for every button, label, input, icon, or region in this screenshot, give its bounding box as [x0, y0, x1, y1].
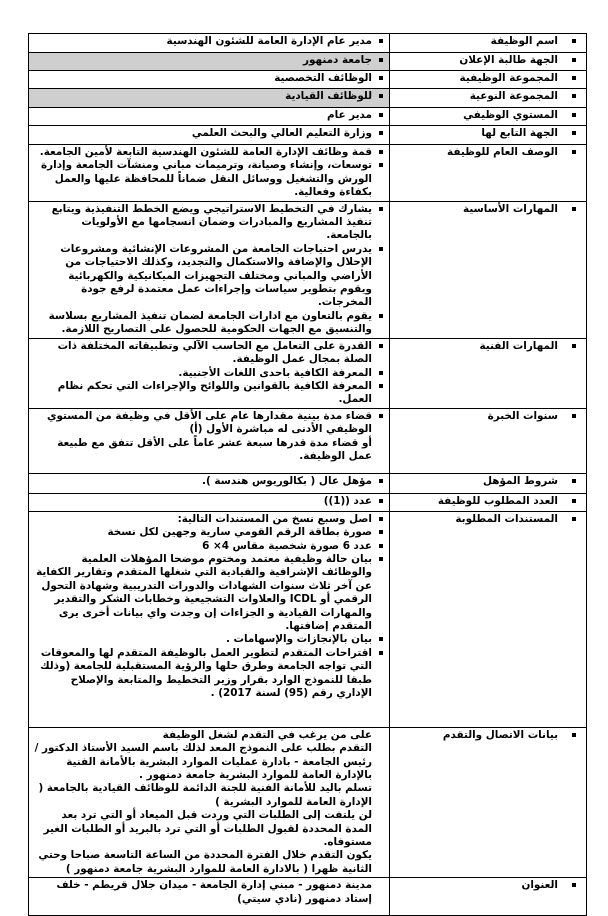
- square-bullet-icon: [572, 344, 576, 348]
- field-label-cell: [390, 473, 587, 493]
- square-bullet-icon: [572, 113, 576, 117]
- square-bullet-icon: [572, 207, 576, 211]
- value-item: قضاء مدة بينية مقدارها عام على الأقل في وظيفة من المستوي الوظيفي الأدنى له مباشرة الأول (أ): [33, 410, 385, 437]
- table-row: [29, 511, 587, 727]
- field-label: [394, 475, 582, 488]
- table-row: [29, 89, 587, 108]
- field-label-text: اسم الوظيفة: [490, 35, 558, 47]
- table-row: [29, 126, 587, 145]
- square-bullet-icon: [572, 414, 576, 418]
- value-list: [33, 127, 385, 140]
- field-label-cell: [390, 53, 587, 71]
- field-label-text: بيانات الاتصال والتقدم: [442, 728, 558, 741]
- value-item: قمة وظائف الإدارة العامة للشئون الهندسية التابعة لأمين الجامعة.: [33, 146, 385, 159]
- field-label-cell: [390, 145, 587, 202]
- square-bullet-icon: [572, 733, 576, 737]
- field-label: [394, 90, 582, 103]
- value-item: بيان بالإنجازات والإسهامات .: [33, 633, 385, 646]
- field-label-text: الوصف العام للوظيفة: [447, 146, 558, 158]
- field-label-text: المستوي الوظيفي: [463, 109, 558, 121]
- field-value-cell: [29, 145, 390, 202]
- field-label-cell: [390, 878, 587, 916]
- value-item: مدينة دمنهور - مبني إدارة الجامعة - ميدان جلال قريطم - خلف إستاد دمنهور (نادي سيتي): [56, 879, 372, 905]
- field-value-cell: [29, 108, 390, 126]
- field-value-cell: [29, 338, 390, 408]
- value-item: اقتراحات المتقدم لتطوير العمل بالوظيفة المتقدم لها والمعوقات التي تواجه الجامعة وطرق حلها والرؤية المستقبلية للجامعة (وذلك طبقا للنموذج الوارد بقرار وزير التخطيط والمتابعة والإصلاح الإداري رقم (95) لسنة 2017) .: [33, 647, 385, 701]
- field-value-cell: [29, 473, 390, 493]
- field-label-text: الجهة التابع لها: [481, 127, 558, 139]
- field-label: [394, 109, 582, 122]
- field-label-cell: [390, 493, 587, 511]
- table-row: [29, 34, 587, 53]
- field-label-text: الجهة طالبة الإعلان: [459, 54, 558, 66]
- field-label-cell: [390, 126, 587, 145]
- square-bullet-icon: [572, 58, 576, 62]
- field-label-text: العدد المطلوب للوظيفة: [437, 494, 558, 507]
- field-label-cell: [390, 201, 587, 338]
- value-item: للوظائف القيادية: [33, 90, 385, 103]
- field-value-cell: [29, 493, 390, 511]
- value-item: جامعة دمنهور: [33, 54, 385, 67]
- field-value-cell: [29, 71, 390, 89]
- value-item: يقوم بالتعاون مع ادارات الجامعة لضمان تنفيذ المشاريع بسلاسة والتنسيق مع الجهات الحكومية للحصول على التصاريح اللازمة.: [33, 310, 385, 337]
- field-label-cell: [390, 108, 587, 126]
- field-value-cell: [29, 89, 390, 108]
- field-label: [394, 410, 582, 423]
- value-item: عدد ((1)): [33, 495, 385, 508]
- value-list: [33, 146, 385, 200]
- value-item: بيان حالة وظيفية معتمد ومختوم موضحا المؤهلات العلمية والوظائف الإشرافية والقيادية التي شغلها المتقدم وتقارير الكفاية عن آخر ثلاث سنوات الشهادات والدورات التدريبية وشهادة التحول الرقمي أو ICDL والعلاوات التشجيعية وخطابات الشكر والتقدير والمهارات القيادية و الجزاءات إن وجدت واي بيانات أخرى يرى المتقدم إضافتها.: [33, 553, 385, 633]
- field-value-cell: [29, 201, 390, 338]
- field-label-text: المستندات المطلوبة: [455, 512, 558, 525]
- value-item: المعرفة الكافية بالقوانين واللوائح والإجراءات التي تحكم نظام العمل.: [33, 380, 385, 407]
- field-value-cell: [29, 126, 390, 145]
- field-label-text: المجموعة النوعية: [469, 90, 558, 102]
- field-value-cell: [29, 34, 390, 53]
- field-label-text: المجموعة الوظيفية: [459, 72, 558, 84]
- value-item: عدد 6 صورة شخصية مقاس 4× 6: [33, 540, 385, 553]
- table-row: [29, 53, 587, 71]
- job-announcement-table: [28, 33, 587, 916]
- table-row: [29, 201, 587, 338]
- table-row: [29, 727, 587, 877]
- value-item: الوظائف التخصصية: [33, 72, 385, 85]
- value-item: صورة بطاقة الرقم القومي سارية وجهين لكل نسخة: [33, 526, 385, 539]
- value-list: [33, 90, 385, 103]
- square-bullet-icon: [572, 479, 576, 483]
- field-label: [394, 35, 582, 48]
- value-list: [33, 72, 385, 85]
- field-label-text: المهارات الأساسية: [463, 202, 558, 215]
- table-row: [29, 108, 587, 126]
- field-label-text: المهارات الفنية: [479, 339, 558, 352]
- value-item: على من يرغب في التقدم لشغل الوظيفة: [162, 728, 372, 741]
- field-value-cell: [29, 727, 390, 877]
- field-label-cell: [390, 71, 587, 89]
- square-bullet-icon: [572, 883, 576, 887]
- field-label-cell: [390, 727, 587, 877]
- field-value-cell: [29, 53, 390, 71]
- value-item: يدرس احتياجات الجامعة من المشروعات الإنشائية ومشروعات الإحلال والإضافة والاستكمال والتجديد، وكذلك الاحتياجات من الأراضي والمباني ومختلف التجهيزات الميكانيكية والكهربائية ويقوم بتطوير سياسات وإجراءات عمل معتمدة لرفع جودة المخرجات.: [33, 243, 385, 310]
- value-list: [33, 340, 385, 407]
- value-item: مدير عام الإدارة العامة للشئون الهندسية: [33, 35, 385, 48]
- value-list: [33, 203, 385, 337]
- value-item: مدير عام: [33, 109, 385, 122]
- value-list: [33, 879, 385, 906]
- value-item: التقدم بطلب على النموذج المعد لذلك باسم السيد الأستاذ الدكتور / رئيس الجامعة - بادارة عمليات الموارد البشرية بالأمانة الفنية بالإدارة العامة للموارد البشرية جامعة دمنهور .: [34, 742, 372, 781]
- table-row: [29, 71, 587, 89]
- value-item: توسعات، وإنشاء وصيانة، وترميمات مباني ومنشآت الجامعة وإدارة الورش والتشغيل ووسائل النقل ضماناً للمحافظة عليها والعمل بكفاءة وفعالية.: [33, 159, 385, 199]
- square-bullet-icon: [572, 39, 576, 43]
- field-label: [394, 127, 582, 140]
- table-row: [29, 408, 587, 473]
- field-label-cell: [390, 338, 587, 408]
- value-list: [33, 109, 385, 122]
- field-value-cell: [29, 511, 390, 727]
- value-item: القدرة على التعامل مع الحاسب الآلي وتطبيقاته المختلفة ذات الصلة بمجال عمل الوظيفة.: [33, 340, 385, 367]
- field-label-cell: [390, 89, 587, 108]
- square-bullet-icon: [572, 131, 576, 135]
- value-list: [33, 54, 385, 67]
- value-list: [33, 495, 385, 508]
- value-list: [33, 513, 385, 701]
- value-item: يشارك في التخطيط الاستراتيجي ويضع الخطط التنفيذية ويتابع تنفيذ المشاريع والمبادرات وضمان انسجامها مع الأولويات بالجامعة.: [33, 203, 385, 243]
- value-item: تسلم باليد للأمانة الفنية للجنة الدائمة للوظائف القيادية بالجامعة ( الإدارة العامة للموارد البشرية ): [38, 782, 372, 808]
- table-row: [29, 338, 587, 408]
- field-label: [394, 54, 582, 67]
- square-bullet-icon: [572, 150, 576, 154]
- field-label-text: شروط المؤهل: [483, 474, 558, 487]
- value-list: [33, 475, 385, 488]
- field-label-cell: [390, 408, 587, 473]
- square-bullet-icon: [572, 76, 576, 80]
- field-value-cell: [29, 878, 390, 916]
- square-bullet-icon: [572, 499, 576, 503]
- field-label: [394, 340, 582, 353]
- field-label-text: العنوان: [521, 879, 558, 892]
- table-body: [29, 34, 587, 916]
- value-item: يكون التقدم خلال الفترة المحددة من الساعة التاسعة صباحا وحتي الثانية ظهرا ( بالادارة العامة للموارد البشرية جامعة دمنهور ): [38, 849, 372, 875]
- value-item: وزارة التعليم العالي والبحث العلمي: [33, 127, 385, 140]
- square-bullet-icon: [572, 94, 576, 98]
- value-item: مؤهل عال ( بكالوريوس هندسة ).: [33, 475, 385, 488]
- field-label: [394, 729, 582, 742]
- field-label-cell: [390, 34, 587, 53]
- value-list: [33, 729, 385, 876]
- field-label: [394, 146, 582, 159]
- table-row: [29, 493, 587, 511]
- value-list: [33, 35, 385, 48]
- field-label-text: سنوات الخبرة: [487, 409, 558, 422]
- field-value-cell: [29, 408, 390, 473]
- field-label-cell: [390, 511, 587, 727]
- table-row: [29, 473, 587, 493]
- field-label: [394, 513, 582, 526]
- value-item: أو قضاء مدة قدرها سبعة عشر عاماً على الأقل تتفق مع طبيعة عمل الوظيفة.: [57, 436, 372, 462]
- value-item: لن يلتفت إلى الطلبات التي وردت قبل الميعاد أو التي ترد بعد المدة المحددة لقبول الطلبات أو التي ترد بالبريد أو الطلبات الغير مستوفاه.: [43, 809, 372, 848]
- table-row: [29, 145, 587, 202]
- field-label: [394, 203, 582, 216]
- value-item: المعرفة الكافية باحدى اللغات الأجنبية.: [33, 367, 385, 380]
- field-label: [394, 72, 582, 85]
- value-list: [33, 410, 385, 464]
- field-label: [394, 879, 582, 892]
- field-label: [394, 495, 582, 508]
- square-bullet-icon: [572, 517, 576, 521]
- table-row: [29, 878, 587, 916]
- value-item: اصل وسبع نسخ من المستندات التالية:: [33, 513, 385, 526]
